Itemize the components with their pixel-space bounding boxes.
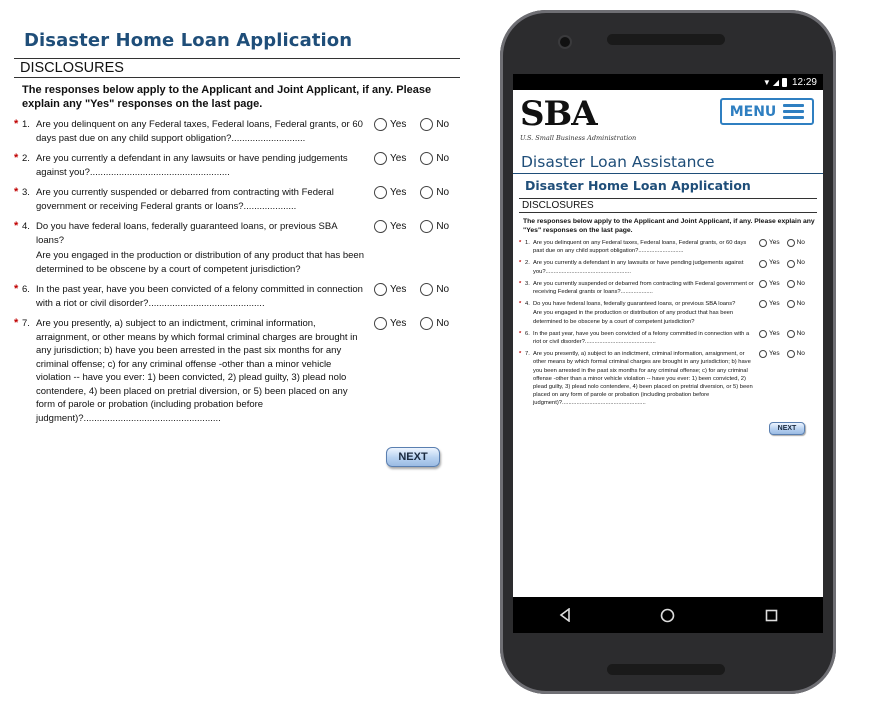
answer-options <box>374 220 463 234</box>
phone-screen <box>513 74 823 630</box>
no-option[interactable] <box>787 239 805 247</box>
yes-label: Yes <box>769 329 780 337</box>
answer-options <box>374 152 463 166</box>
no-label: No <box>436 187 450 198</box>
back-icon[interactable] <box>550 605 580 625</box>
yes-option[interactable] <box>759 280 780 288</box>
no-option[interactable] <box>787 330 805 338</box>
question-text: Do you have federal loans, federally guaranteed loans, or previous SBA loans? <box>36 221 338 246</box>
yes-option[interactable] <box>374 118 406 132</box>
question-number: 7. <box>22 318 30 329</box>
desktop-form <box>14 30 460 467</box>
answer-options <box>374 317 463 331</box>
yes-option[interactable] <box>374 152 406 166</box>
question-number: 2. <box>22 153 30 164</box>
answer-options <box>759 330 812 338</box>
yes-label: Yes <box>769 350 780 358</box>
mobile-section-header: DISCLOSURES <box>519 198 817 213</box>
question-6 <box>14 317 460 425</box>
yes-radio[interactable] <box>374 186 387 199</box>
next-button[interactable]: NEXT <box>386 447 440 467</box>
required-marker: * <box>14 118 19 130</box>
no-label: No <box>796 279 805 287</box>
mobile-page-title: Disaster Home Loan Application <box>525 178 751 193</box>
battery-icon <box>782 78 787 87</box>
mobile-next-row <box>519 422 817 435</box>
answer-options <box>759 300 812 308</box>
hamburger-icon <box>783 101 804 122</box>
no-label: No <box>436 284 450 295</box>
question-text: Are you currently suspended or debarred from contracting with Federal government or receiving Federal grants or loans?.................... <box>533 280 754 296</box>
answer-options <box>759 280 812 288</box>
yes-label: Yes <box>769 279 780 287</box>
next-row <box>14 447 460 467</box>
yes-radio[interactable] <box>374 118 387 131</box>
menu-label: MENU <box>729 103 777 120</box>
camera-icon <box>560 37 570 47</box>
yes-label: Yes <box>390 318 407 329</box>
required-marker: * <box>519 330 522 337</box>
answer-options <box>374 283 463 297</box>
question-list <box>14 118 460 425</box>
no-radio[interactable] <box>787 330 795 338</box>
yes-radio[interactable] <box>374 283 387 296</box>
question-number: 3. <box>525 280 530 287</box>
status-time: 12:29 <box>791 76 817 88</box>
bottom-speaker-grille <box>607 664 725 675</box>
question-number: 1. <box>525 240 530 246</box>
no-option[interactable] <box>420 220 449 234</box>
answer-options <box>759 259 812 267</box>
mobile-header <box>513 90 823 150</box>
no-label: No <box>436 119 450 130</box>
no-radio[interactable] <box>420 186 433 199</box>
required-marker: * <box>519 301 522 308</box>
answer-options <box>374 186 463 200</box>
yes-radio[interactable] <box>374 152 387 165</box>
yes-label: Yes <box>390 187 407 198</box>
yes-radio[interactable] <box>759 330 767 338</box>
required-marker: * <box>14 220 19 232</box>
mobile-question-5 <box>519 330 817 346</box>
question-number: 4. <box>22 221 30 232</box>
no-radio[interactable] <box>787 280 795 288</box>
no-option[interactable] <box>420 186 449 200</box>
no-radio[interactable] <box>420 220 433 233</box>
android-nav-bar <box>513 597 823 633</box>
logo-text: SBA <box>520 94 597 134</box>
question-text: Are you currently suspended or debarred from contracting with Federal government or receiving Federal grants or loans?.................... <box>36 187 334 212</box>
no-radio[interactable] <box>420 317 433 330</box>
mobile-next-button[interactable]: NEXT <box>769 422 805 435</box>
home-icon[interactable] <box>653 605 683 625</box>
mobile-question-3 <box>519 280 817 296</box>
yes-label: Yes <box>390 221 407 232</box>
question-text: Are you delinquent on any Federal taxes, Federal loans, Federal grants, or 60 days past due on any child support obligation?............................ <box>36 119 363 144</box>
yes-radio[interactable] <box>759 260 767 268</box>
phone-device <box>500 10 836 694</box>
no-label: No <box>436 221 450 232</box>
question-number: 1. <box>22 119 30 130</box>
no-option[interactable] <box>787 259 805 267</box>
page-title: Disaster Home Loan Application <box>24 30 353 51</box>
yes-label: Yes <box>390 153 407 164</box>
required-marker: * <box>519 260 522 267</box>
no-label: No <box>796 300 805 308</box>
yes-radio[interactable] <box>759 239 767 247</box>
speaker-grille <box>607 34 725 45</box>
yes-radio[interactable] <box>759 300 767 308</box>
question-text: In the past year, have you been convicted of a felony committed in connection with a riot or civil disorder?............................................ <box>36 284 363 309</box>
yes-label: Yes <box>769 239 780 246</box>
site-title: Disaster Loan Assistance <box>513 150 823 174</box>
question-3 <box>14 186 460 213</box>
mobile-form <box>513 178 823 435</box>
no-option[interactable] <box>787 300 805 308</box>
recents-icon[interactable] <box>756 605 786 625</box>
question-text: Are you presently, a) subject to an indictment, criminal information, arraignment, or other means by which formal criminal charges are brought in any jurisdiction; b) have you been arrested in the past six months for any criminal offense; c) for any criminal offense -other than a minor vehicle violation -- have you ever: 1) been convicted, 2) plead guilty, 3) plead nolo contendere, 4) been placed on pretrial diversion, or 5) been placed on any form of parole or probation (including probation before judgment)?.................................................... <box>36 318 358 424</box>
no-label: No <box>796 239 805 246</box>
yes-option[interactable] <box>374 186 406 200</box>
yes-label: Yes <box>769 259 780 267</box>
yes-label: Yes <box>390 284 407 295</box>
question-1 <box>14 118 460 145</box>
no-option[interactable] <box>420 317 449 331</box>
question-text: Are you presently, a) subject to an indictment, criminal information, arraignment, or other means by which formal criminal charges are brought in any jurisdiction; b) have you been arrested in the past six months for any criminal offense; c) for any criminal offense -other than a minor vehicle violation -- have you ever: 1) been convicted, 2) plead guilty, 3) plead nolo contendere, 4) been placed on pretrial diversion, or 5) been placed on any form of parole or probation (including probation before judgment)?.................................................... <box>533 351 753 407</box>
status-icons <box>761 78 787 87</box>
no-label: No <box>796 329 805 337</box>
question-number: 4. <box>525 301 530 308</box>
no-label: No <box>796 350 805 358</box>
no-label: No <box>436 153 450 164</box>
question-number: 6. <box>525 330 530 337</box>
sba-logo[interactable] <box>520 96 636 142</box>
yes-radio[interactable] <box>374 317 387 330</box>
question-text: In the past year, have you been convicted of a felony committed in connection with a riot or civil disorder?............................................ <box>533 330 750 346</box>
no-option[interactable] <box>420 118 449 132</box>
yes-label: Yes <box>769 300 780 308</box>
yes-option[interactable] <box>759 300 780 308</box>
yes-option[interactable] <box>374 283 406 297</box>
no-radio[interactable] <box>787 350 795 358</box>
yes-option[interactable] <box>759 259 780 267</box>
no-radio[interactable] <box>787 239 795 247</box>
wifi-icon: ▼ <box>762 77 771 87</box>
mobile-question-4 <box>519 300 817 308</box>
no-radio[interactable] <box>787 300 795 308</box>
required-marker: * <box>14 317 19 329</box>
required-marker: * <box>519 351 522 358</box>
mobile-intro-text: The responses below apply to the Applicant and Joint Applicant, if any. Please explain any "Yes" responses on the last page. <box>523 218 815 234</box>
yes-option[interactable] <box>759 350 780 358</box>
no-option[interactable] <box>787 280 805 288</box>
yes-option[interactable] <box>759 330 780 338</box>
mobile-question-list <box>519 239 817 408</box>
question-text: Are you delinquent on any Federal taxes, Federal loans, Federal grants, or 60 days past due on any child support obligation?............................ <box>533 240 747 255</box>
section-header: DISCLOSURES <box>14 58 460 78</box>
yes-option[interactable] <box>374 220 406 234</box>
no-option[interactable] <box>420 283 449 297</box>
no-label: No <box>796 259 805 267</box>
question-4-extra: Are you engaged in the production or distribution of any product that has been determined to be obscene by a court of competent jurisdiction? <box>36 250 364 275</box>
question-5 <box>14 283 460 310</box>
yes-radio[interactable] <box>759 350 767 358</box>
menu-button[interactable] <box>720 98 814 125</box>
logo-tagline: U.S. Small Business Administration <box>520 134 637 142</box>
question-4 <box>14 220 460 247</box>
mobile-question-2 <box>519 259 817 275</box>
no-radio[interactable] <box>787 260 795 268</box>
question-number: 6. <box>22 284 30 295</box>
yes-option[interactable] <box>759 239 780 247</box>
intro-text: The responses below apply to the Applicant and Joint Applicant, if any. Please explain any "Yes" responses on the last page. <box>22 84 432 110</box>
signal-icon: ◢ <box>772 77 779 87</box>
question-2 <box>14 152 460 179</box>
status-bar <box>513 74 823 90</box>
required-marker: * <box>519 240 522 246</box>
required-marker: * <box>14 186 19 198</box>
question-text: Are you currently a defendant in any lawsuits or have pending judgements against you?..................................................... <box>36 153 348 178</box>
question-text: Are you currently a defendant in any lawsuits or have pending judgements against you?..................................................... <box>533 260 744 275</box>
yes-option[interactable] <box>374 317 406 331</box>
mobile-question-6 <box>519 350 817 407</box>
question-number: 3. <box>22 187 30 198</box>
required-marker: * <box>14 152 19 164</box>
no-radio[interactable] <box>420 118 433 131</box>
answer-options <box>759 350 812 358</box>
mobile-question-4-extra: Are you engaged in the production or distribution of any product that has been determined to be obscene by a court of competent jurisdiction? <box>533 310 734 325</box>
no-label: No <box>436 318 450 329</box>
question-number: 2. <box>525 260 530 267</box>
answer-options <box>759 239 812 247</box>
answer-options <box>374 118 463 132</box>
mobile-question-1 <box>519 239 817 255</box>
no-radio[interactable] <box>420 152 433 165</box>
yes-label: Yes <box>390 119 407 130</box>
no-radio[interactable] <box>420 283 433 296</box>
question-number: 7. <box>525 351 530 358</box>
required-marker: * <box>519 280 522 287</box>
question-text: Do you have federal loans, federally guaranteed loans, or previous SBA loans? <box>533 301 736 308</box>
no-option[interactable] <box>420 152 449 166</box>
yes-radio[interactable] <box>759 280 767 288</box>
no-option[interactable] <box>787 350 805 358</box>
required-marker: * <box>14 283 19 295</box>
yes-radio[interactable] <box>374 220 387 233</box>
